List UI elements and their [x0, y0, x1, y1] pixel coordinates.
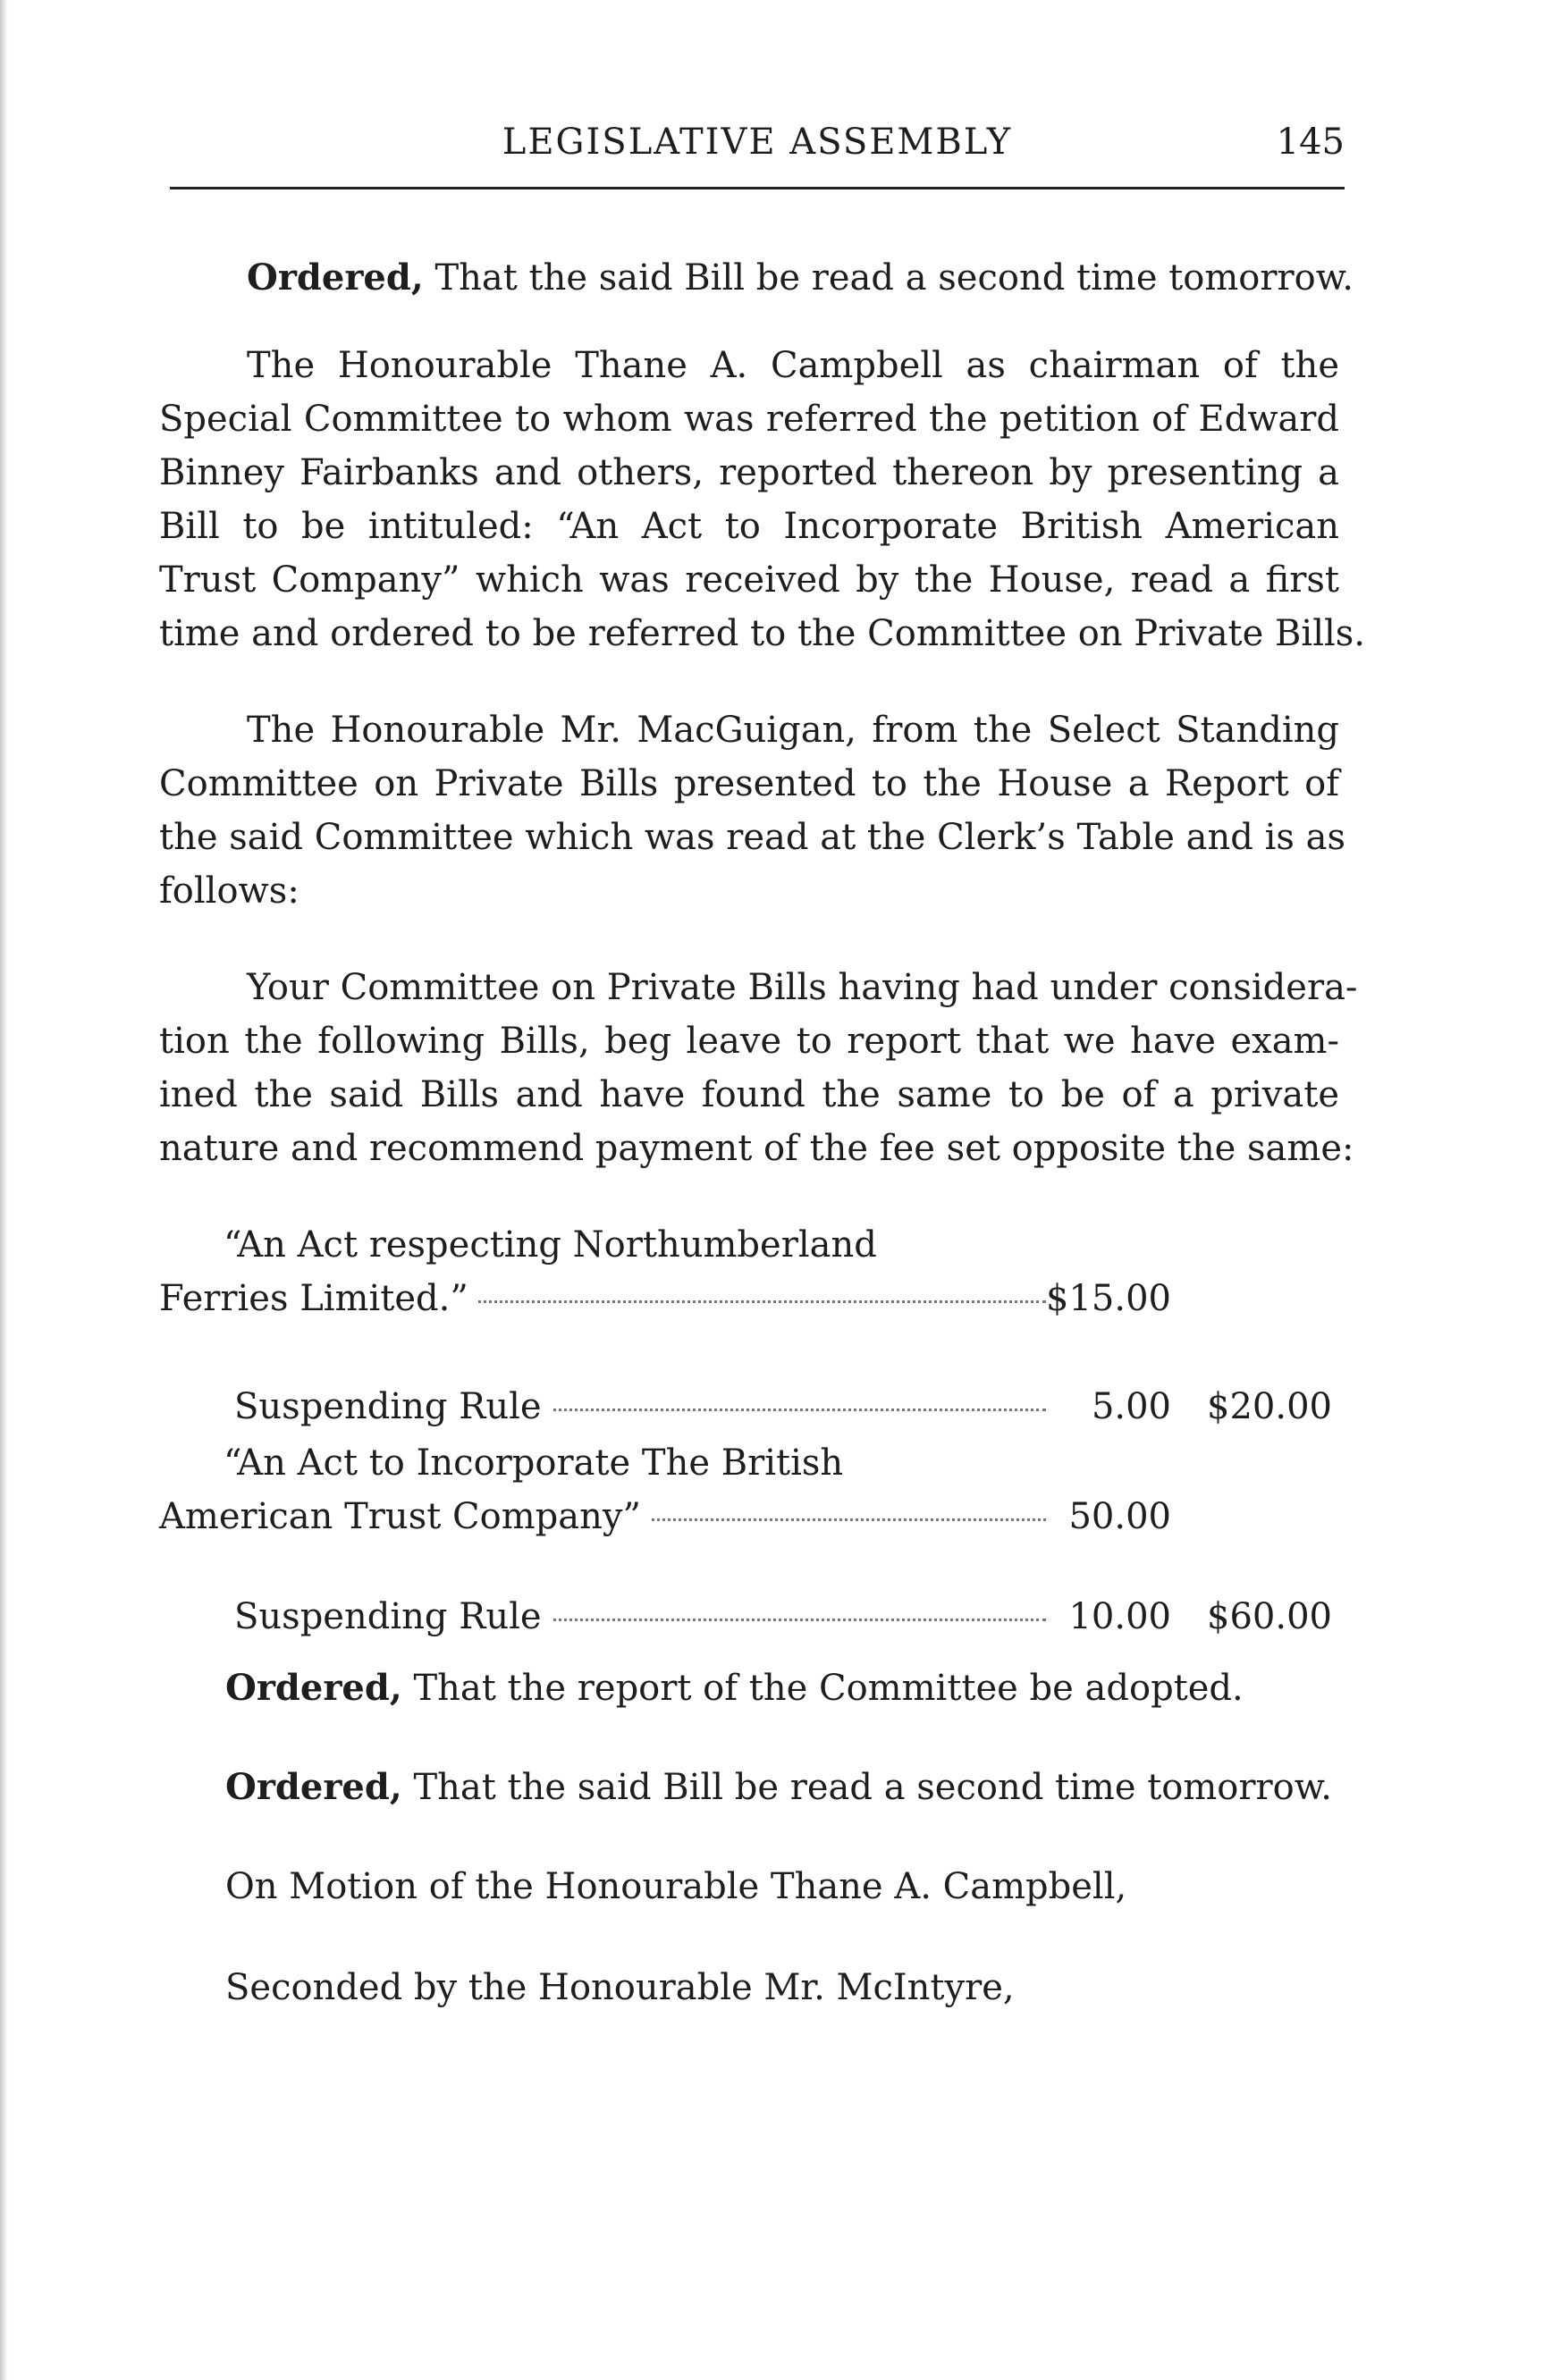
leader-dots	[536, 1619, 1046, 1621]
suspending-rule-label-1: Suspending Rule	[234, 1379, 551, 1434]
suspending-rule-label-2: Suspending Rule	[234, 1589, 551, 1644]
report-paragraph-line: nature and recommend payment of the fee set opposite the same:	[159, 1128, 1354, 1169]
paragraph-2-line: Special Committee to whom was referred the petition of Edward	[159, 399, 1339, 440]
report-paragraph-line: tion the following Bills, beg leave to report that we have exam-	[159, 1021, 1339, 1062]
paragraph-3-line: Committee on Private Bills presented to the House a Report of	[159, 763, 1339, 804]
paragraph-2-line: time and ordered to be referred to the Committee on Private Bills.	[159, 613, 1366, 654]
ordered-paragraph-2	[225, 1661, 1339, 1716]
ordered-paragraph-3	[225, 1760, 1339, 1815]
paragraph-2-line: Bill to be intituled: “An Act to Incorporate British American	[159, 506, 1339, 547]
paragraph-3-line: The Honourable Mr. MacGuigan, from the Select Standing	[247, 710, 1339, 751]
paragraph-2-line: Trust Company” which was received by the House, read a first	[159, 559, 1339, 601]
running-header	[170, 113, 1345, 166]
paragraph-2-line: Binney Fairbanks and others, reported thereon by presenting a	[159, 452, 1339, 493]
ordered-label: Ordered,	[225, 1766, 402, 1808]
paragraph-3-line: the said Committee which was read at the Clerk’s Table and is as	[159, 817, 1346, 858]
leader-dots	[536, 1409, 1046, 1411]
page-edge-shadow	[0, 0, 8, 2380]
bill-2-total: $60.00	[1207, 1596, 1332, 1637]
paragraph-2-line: The Honourable Thane A. Campbell as chairman of the	[247, 345, 1339, 386]
bill-1-title-line-1: “An Act respecting Northumberland	[224, 1217, 886, 1273]
bill-1-title-line-2: Ferries Limited.”	[159, 1271, 477, 1326]
header-rule	[170, 187, 1345, 189]
bill-2-fee: 50.00	[1068, 1496, 1171, 1537]
ordered-text: That the report of the Committee be adopted.	[401, 1668, 1244, 1709]
bill-2-title-line-2: American Trust Company”	[159, 1489, 650, 1544]
report-paragraph-line: ined the said Bills and have found the same to be of a private	[159, 1074, 1339, 1115]
paragraph-3-line: follows:	[159, 870, 299, 912]
header-title: LEGISLATIVE ASSEMBLY	[502, 122, 1013, 163]
ordered-text: That the said Bill be read a second time tomorrow.	[401, 1767, 1332, 1808]
ordered-paragraph-1	[247, 250, 1354, 306]
ordered-label: Ordered,	[225, 1667, 402, 1709]
report-paragraph-line: Your Committee on Private Bills having had under considera-	[247, 967, 1358, 1008]
suspending-rule-fee-1: 5.00	[1091, 1386, 1171, 1427]
suspending-rule-fee-2: 10.00	[1068, 1596, 1171, 1637]
bill-2-title-line-1: “An Act to Incorporate The British	[224, 1435, 852, 1491]
motion-line: On Motion of the Honourable Thane A. Campbell,	[225, 1866, 1127, 1907]
ordered-text: That the said Bill be read a second time tomorrow.	[423, 257, 1354, 299]
page-number: 145	[1276, 122, 1345, 163]
bill-1-total: $20.00	[1207, 1386, 1332, 1427]
leader-dots	[626, 1518, 1046, 1521]
bill-1-fee: $15.00	[1046, 1278, 1171, 1319]
ordered-label: Ordered,	[247, 257, 424, 299]
seconded-line: Seconded by the Honourable Mr. McIntyre,	[225, 1967, 1015, 2008]
